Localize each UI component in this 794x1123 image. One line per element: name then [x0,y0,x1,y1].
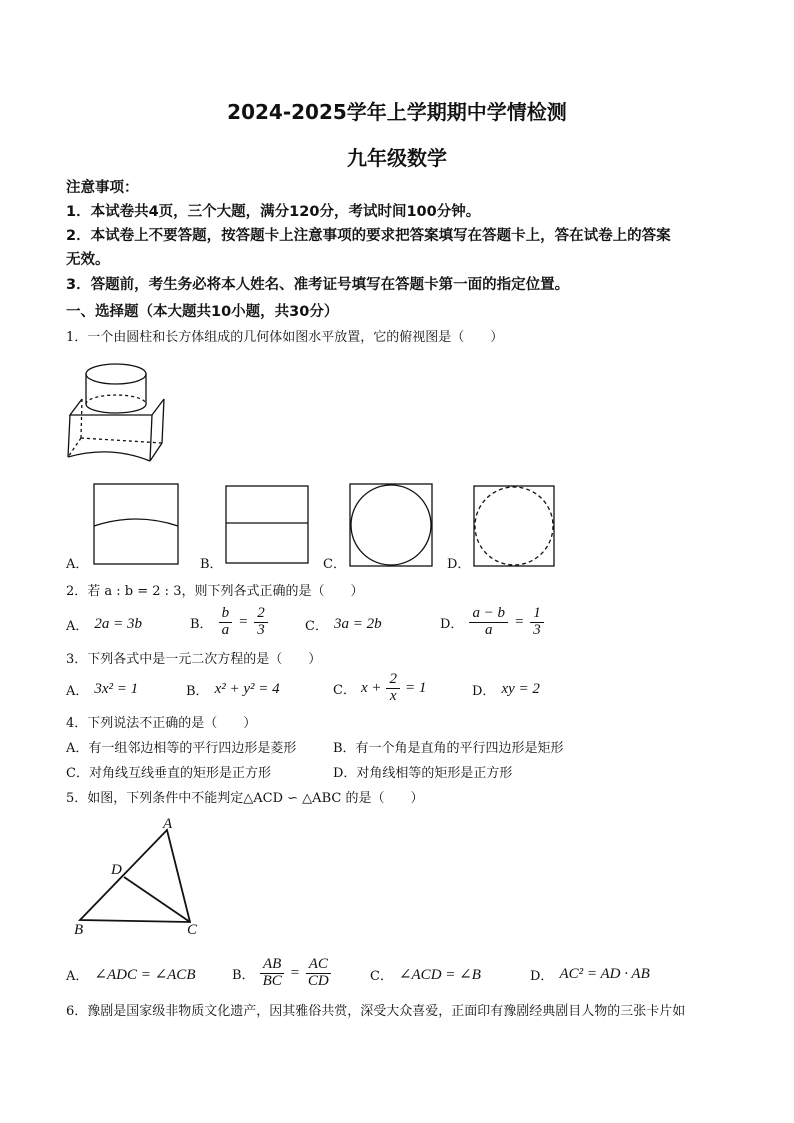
q4-option-a[interactable]: A．有一组邻边相等的平行四边形是菱形 [66,741,297,756]
q5-option-c[interactable]: C． ∠ACD = ∠B [370,966,481,984]
q3-option-d[interactable]: D． xy = 2 [472,680,540,699]
page-title: 2024-2025学年上学期期中学情检测 [227,100,567,124]
q2-option-d[interactable]: D． $\frac{a - b}{a}$ = $\frac{1}{3}$ [440,602,544,642]
q4-stem: 4．下列说法不正确的是（ ） [66,716,257,731]
q3-option-a[interactable]: A． 3x² = 1 [66,680,139,699]
q1-option-a[interactable]: A． [66,557,89,572]
q5-option-a[interactable]: A． ∠ADC = ∠ACB [66,966,196,984]
q5-label-b: B [74,922,84,938]
note-3: 3．答题前，考生务必将本人姓名、准考证号填写在答题卡第一面的指定位置。 [66,277,570,293]
note-2-cont: 无效。 [66,252,110,268]
page-subtitle: 九年级数学 [347,146,447,170]
q3-stem: 3．下列各式中是一元二次方程的是（ ） [66,652,322,667]
q1-option-c[interactable]: C． [323,557,346,572]
q6-stem: 6．豫剧是国家级非物质文化遗产，因其雅俗共赏，深受大众喜爱，正面印有豫剧经典剧目人物的三张卡片如 [66,1004,686,1019]
q2-stem: 2．若 a : b = 2 : 3，则下列各式正确的是（ ） [66,584,364,599]
q2-option-c[interactable]: C． 3a = 2b [305,615,382,634]
q2-option-a[interactable]: A． 2a = 3b [66,615,143,634]
q1-stem: 1．一个由圆柱和长方体组成的几何体如图水平放置，它的俯视图是（ ） [66,330,504,345]
section-heading: 一、选择题（本大题共10小题，共30分） [66,304,339,320]
q5-label-d: D [111,862,122,878]
q5-stem: 5．如图，下列条件中不能判定△ACD ∽ △ABC 的是（ ） [66,791,424,806]
q2-option-b[interactable]: B． $\frac{b}{a}$ = $\frac{2}{3}$ [190,602,268,642]
q5-option-d[interactable]: D． AC² = AD · AB [530,965,650,984]
q3-option-b[interactable]: B． x² + y² = 4 [186,680,280,699]
q5-label-c: C [187,922,198,938]
q5-label-a: A [163,816,173,832]
q1-option-d[interactable]: D． [447,557,471,572]
q1-option-b[interactable]: B． [200,557,223,572]
note-1: 1．本试卷共4页，三个大题，满分120分，考试时间100分钟。 [66,204,481,220]
q4-option-c[interactable]: C．对角线互线垂直的矩形是正方形 [66,766,271,781]
q4-option-d[interactable]: D．对角线相等的矩形是正方形 [333,766,513,781]
q4-option-b[interactable]: B．有一个角是直角的平行四边形是矩形 [333,741,564,756]
q5-option-b[interactable]: B． $\frac{AB}{BC}$ = $\frac{AC}{CD}$ [232,952,332,994]
note-2: 2．本试卷上不要答题，按答题卡上注意事项的要求把答案填写在答题卡上，答在试卷上的答案 [66,228,671,244]
q3-option-c[interactable]: C． x + $\frac{2}{x}$ = 1 [333,670,427,704]
notes-heading: 注意事项： [66,180,139,196]
